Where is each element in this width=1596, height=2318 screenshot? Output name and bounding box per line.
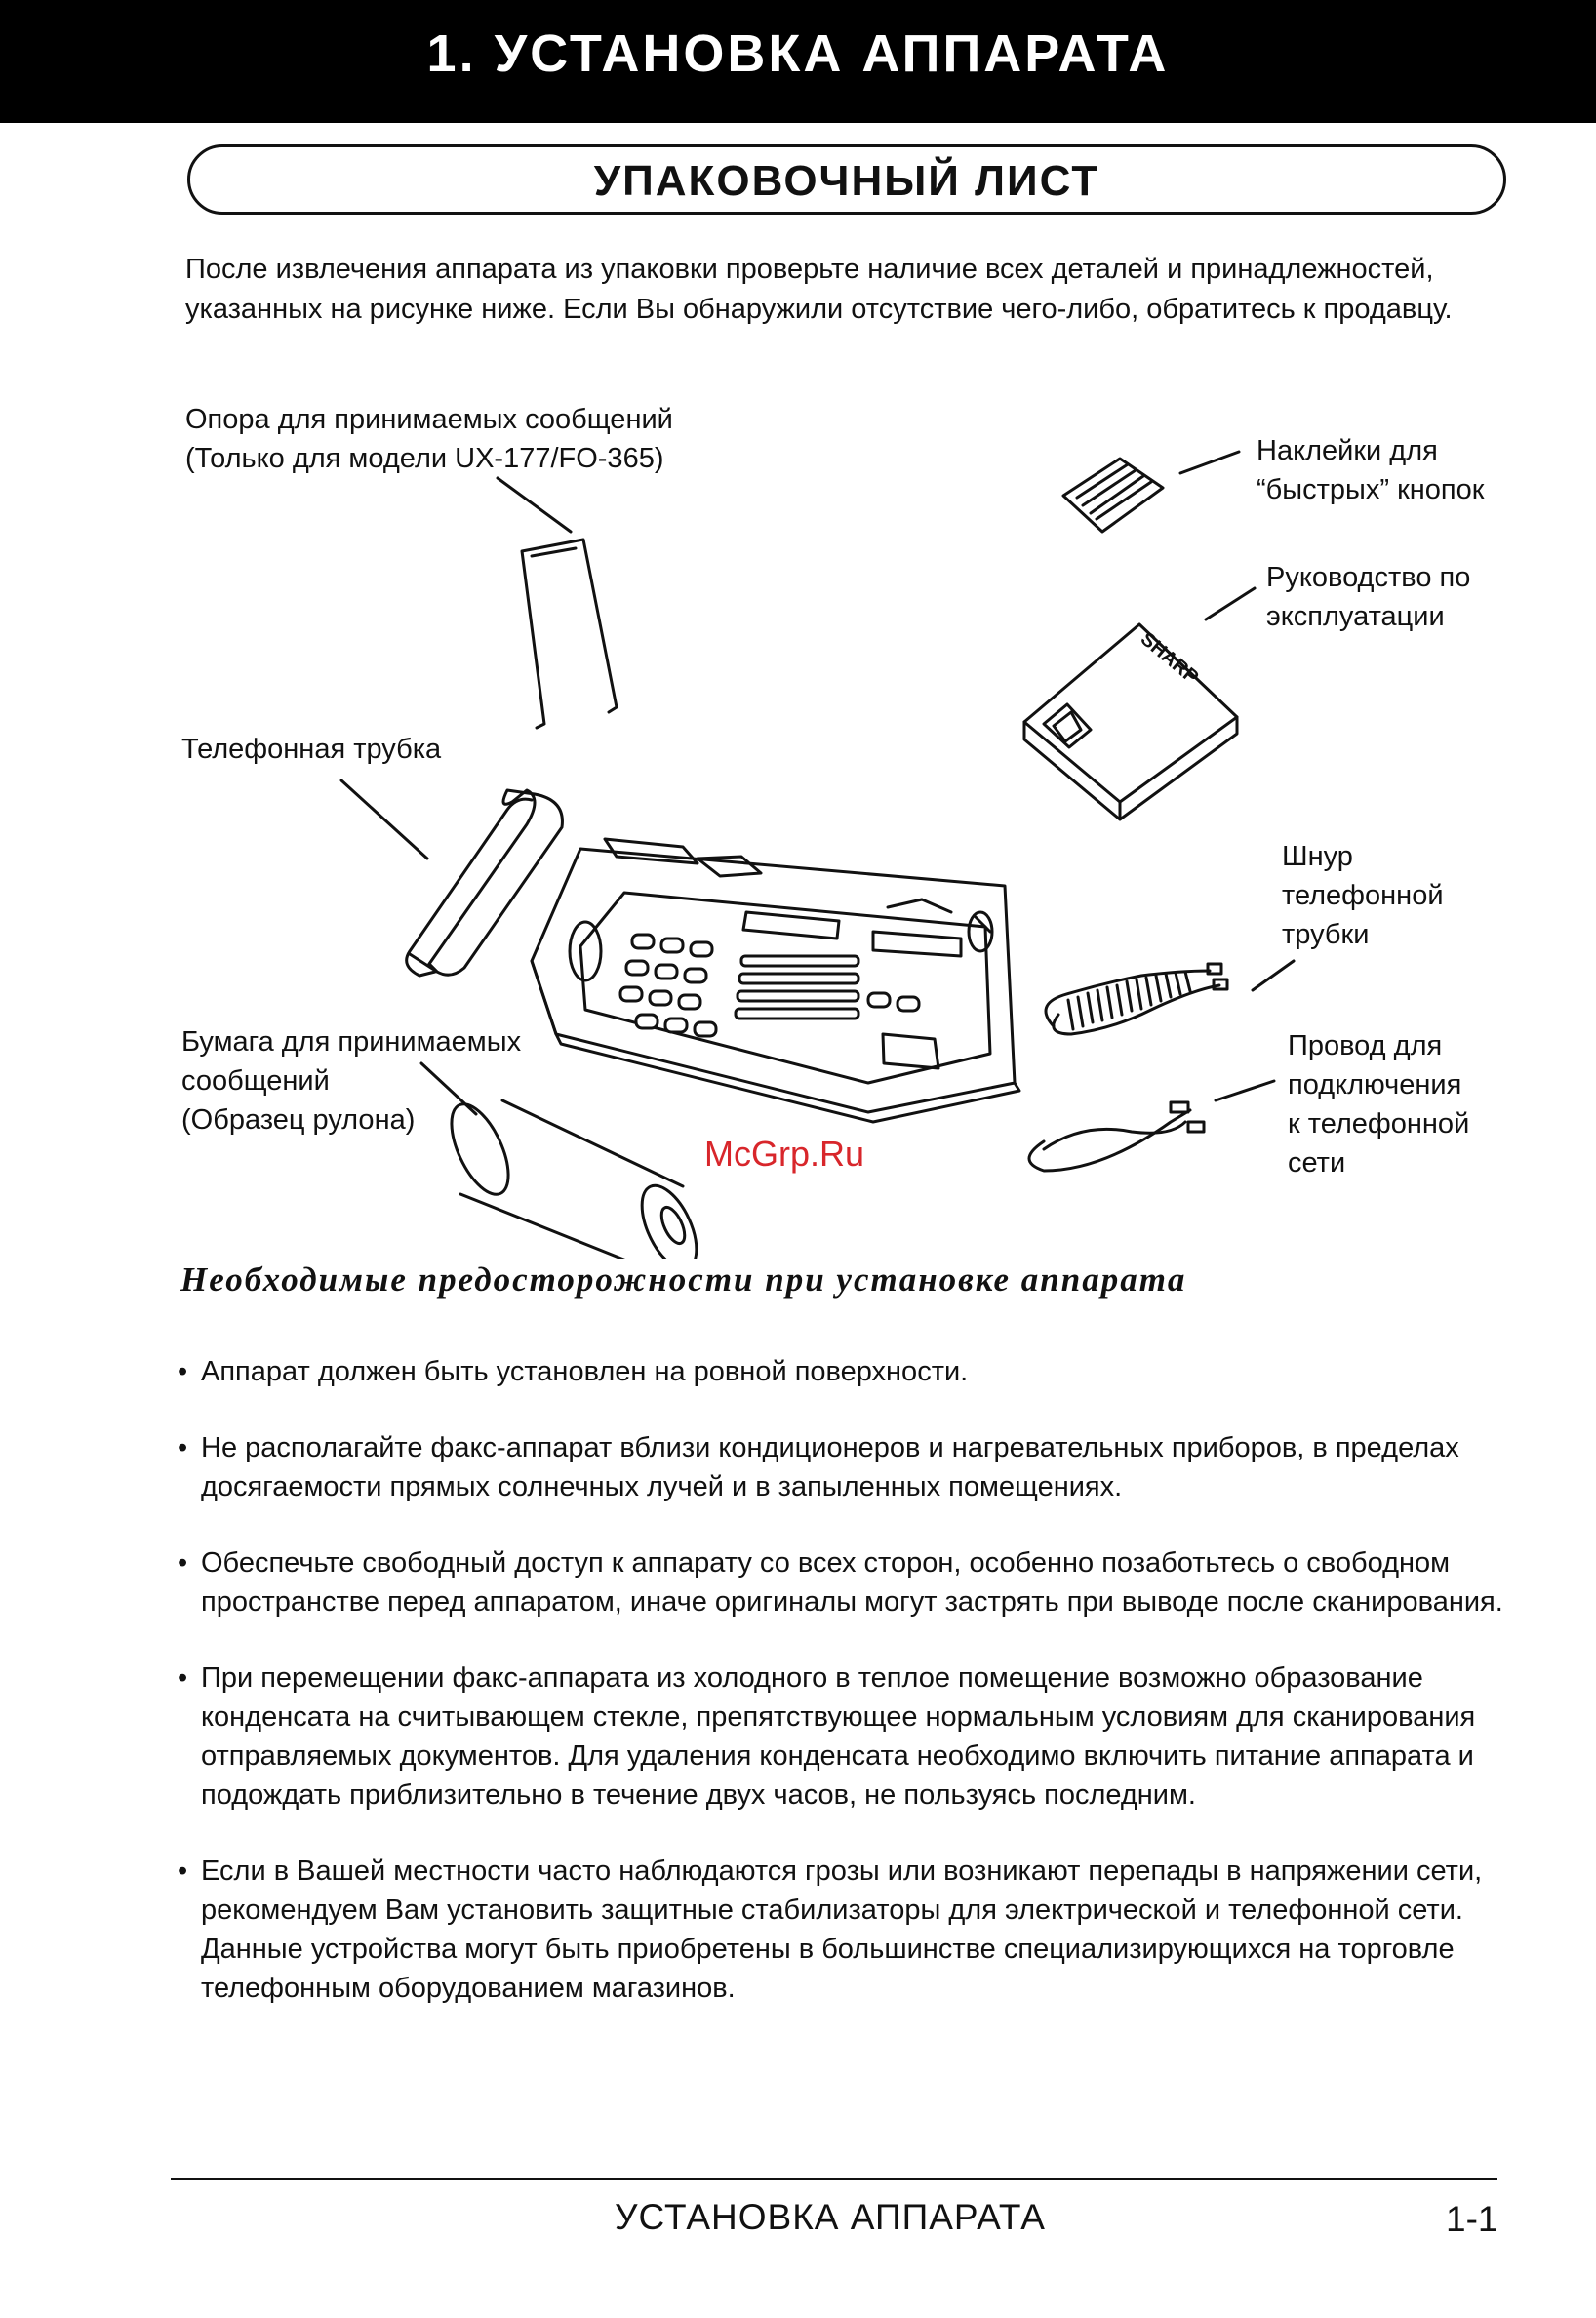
leader-stickers [1180,452,1239,473]
intro-paragraph: После извлечения аппарата из упаковки проверьте наличие всех деталей и принадлежностей, указанных на рисунке ниже. Если Вы обнаружили отсутствие чего-либо, обратитесь к продавцу. [185,254,1453,325]
line-cord-drawing [1029,1102,1204,1171]
label-handset: Телефонная трубка [181,734,442,765]
list-item: • Если в Вашей местности часто наблюдаются грозы или возникают перепады в напряжении сети, рекомендуем Вам установить защитные стабилизаторы для электрической и телефонной сети. Данные устройства могут быть приобретены в большинстве специализирующихся на торговле телефонным оборудованием магазинов. [178,1852,1524,2008]
chapter-title: 1. УСТАНОВКА АППАРАТА [426,24,1170,83]
label-manual: Руководство по эксплуатации [1266,562,1471,632]
page-number: 1-1 [1446,2199,1498,2239]
footer-rule [171,2178,1497,2180]
leader-handset-cord [1253,961,1294,990]
precautions-title: Необходимые предосторожности при установке аппарата [180,1260,1187,1299]
label-line-cord: Провод для подключения к телефонной сети [1288,1030,1470,1179]
list-item: • Аппарат должен быть установлен на ровной поверхности. [178,1352,1524,1391]
precautions-list [178,1352,1524,2045]
section-title: УПАКОВОЧНЫЙ ЛИСТ [593,157,1100,205]
manual-brand: SHARP [1136,627,1203,689]
footer-title: УСТАНОВКА АППАРАТА [615,2197,1046,2237]
label-paper-roll: Бумага для принимаемых сообщений (Образец рулона) [181,1026,522,1136]
leader-paper-support [498,478,571,532]
list-item: • Не располагайте факс-аппарат вблизи кондиционеров и нагревательных приборов, в пределах досягаемости прямых солнечных лучей и в запыленных помещениях. [178,1428,1524,1506]
manual-drawing [1024,624,1237,819]
handset-cord-drawing [1046,964,1227,1034]
leader-handset [341,780,427,859]
list-item: • При перемещении факс-аппарата из холодного в теплое помещение возможно образование конденсата на считывающем стекле, препятствующее нормальным условиям для сканирования отправляемых документов. Для удаления конденсата необходимо включить питание аппарата и подождать приблизительно в течение двух часов, не пользуясь последним. [178,1659,1524,1815]
leader-line-cord [1216,1081,1274,1100]
paper-roll-drawing [440,1096,707,1259]
watermark: McGrp.Ru [704,1134,865,1174]
leader-paper-roll [421,1063,476,1114]
label-handset-cord: Шнур телефонной трубки [1282,841,1444,950]
stickers-drawing [1063,459,1163,532]
leader-manual [1206,588,1255,619]
label-stickers: Наклейки для “быстрых” кнопок [1257,435,1485,505]
list-item: • Обеспечьте свободный доступ к аппарату со всех сторон, особенно позаботьтесь о свободном пространстве перед аппаратом, иначе оригиналы могут застрять при выводе после сканирования. [178,1543,1524,1621]
paper-support-drawing [522,540,617,728]
label-paper-support: Опора для принимаемых сообщений (Только для модели UX-177/FO-365) [185,404,673,474]
